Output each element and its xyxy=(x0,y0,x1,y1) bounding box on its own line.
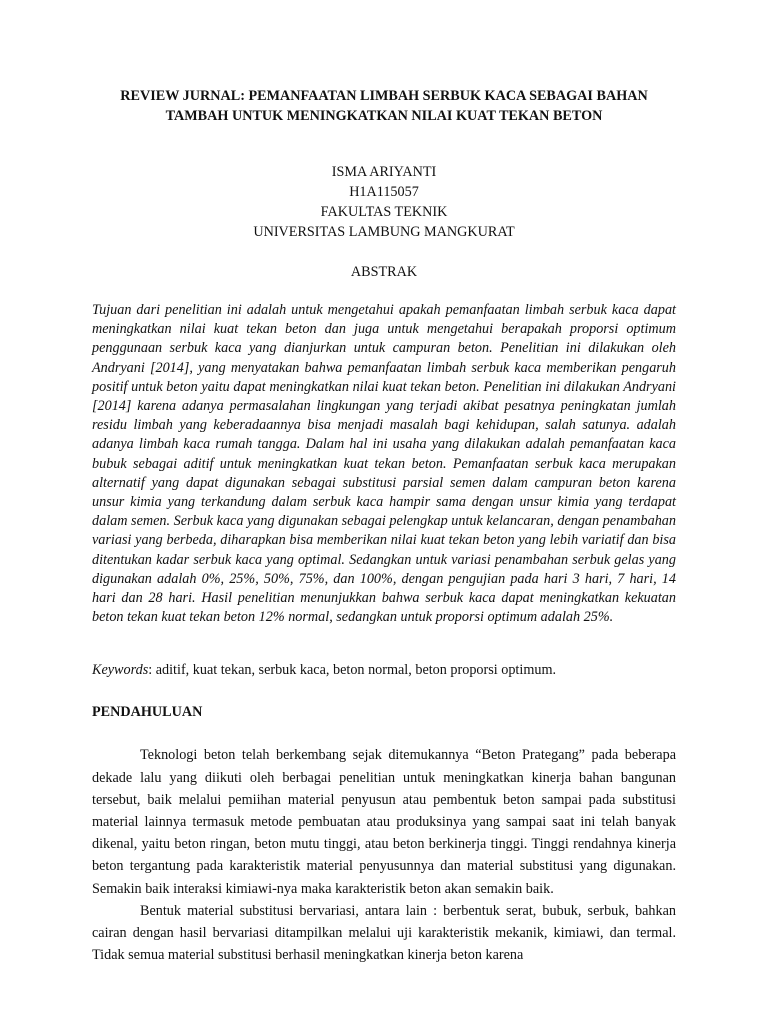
author-university: UNIVERSITAS LAMBUNG MANGKURAT xyxy=(253,224,515,240)
keywords-line xyxy=(92,660,676,680)
author-id: H1A115057 xyxy=(349,184,419,200)
abstract-heading: ABSTRAK xyxy=(350,264,418,280)
author-faculty: FAKULTAS TEKNIK xyxy=(320,204,448,220)
intro-paragraph-2: Bentuk material substitusi bervariasi, antara lain : berbentuk serat, bubuk, serbuk, bahkan cairan dengan hasil bervariasi ditampilkan melalui uji karakteristik mekanik, kimiawi, dan termal. Tidak semua material substitusi berhasil meningkatkan kinerja beton karena xyxy=(92,902,676,964)
intro-paragraph-1: Teknologi beton telah berkembang sejak ditemukannya “Beton Prategang” pada beberapa dekade lalu yang diikuti oleh berbagai penelitian untuk meningkatkan kinerja bahan bangunan tersebut, baik melalui pemiihan material penyusun atau pembentuk beton sampai pada substitusi material lainnya termasuk metode pembuatan atau produksinya yang sampai saat ini telah banyak dikenal, yaitu beton ringan, beton mutu tinggi, atau beton berkinerja tinggi. Tinggi rendahnya kinerja beton tergantung pada karakteristik material penyusunnya dan material substitusi yang digunakan. Semakin baik interaksi kimiawi-nya maka karakteristik beton akan semakin baik. xyxy=(92,747,676,897)
keywords-label: Keywords xyxy=(92,662,149,679)
document-title xyxy=(92,86,676,126)
author-block xyxy=(92,162,676,242)
title-line-1: REVIEW JURNAL: PEMANFAATAN LIMBAH SERBUK KACA SEBAGAI BAHAN xyxy=(120,88,648,104)
keywords-text: : aditif, kuat tekan, serbuk kaca, beton normal, beton proporsi optimum. xyxy=(148,662,557,679)
section-heading-pendahuluan: PENDAHULUAN xyxy=(92,704,203,721)
abstract-text: Tujuan dari penelitian ini adalah untuk mengetahui apakah pemanfaatan limbah serbuk kaca dapat meningkatkan nilai kuat tekan beton dan juga untuk mengetahui berapakah proporsi optimum penggunaan serbuk kaca yang dianjurkan untuk campuran beton. Penelitian ini dilakukan oleh Andryani [2014], yang menyatakan bahwa pemanfaatan limbah serbuk kaca memberikan pengaruh positif untuk beton yaitu dapat meningkatkan nilai kuat tekan beton. Penelitian ini dilakukan Andryani [2014] karena adanya permasalahan lingkungan yang terjadi akibat pesatnya peningkatan jumlah residu limbah yang keberadaannya bisa menjadi masalah bagi kehidupan, salah satunya. adalah adanya limbah kaca rumah tangga. Dalam hal ini usaha yang dilakukan adalah pemanfaatan kaca bubuk sebagai aditif untuk meningkatkan kuat tekan beton. Pemanfaatan serbuk kaca merupakan alternatif yang dapat digunakan sebagai substitusi parsial semen dalam campuran beton karena unsur kimia yang terkandung dalam serbuk kaca hampir sama dengan unsur kimia yang terdapat dalam semen. Serbuk kaca yang digunakan sebagai pelengkap untuk kelancaran, dengan penambahan variasi yang berbeda, diharapkan bisa memberikan nilai kuat tekan beton yang lebih variatif dan bisa ditentukan kadar serbuk kaca yang optimal. Sedangkan untuk variasi penambahan serbuk gelas yang digunakan adalah 0%, 25%, 50%, 75%, dan 100%, dengan pengujian pada hari 3 hari, 7 hari, 14 hari dan 28 hari. Hasil penelitian menunjukkan bahwa serbuk kaca dapat meningkatkan kekuatan beton tekan kuat tekan beton 12% normal, sedangkan untuk proporsi optimum adalah 25%. xyxy=(92,302,676,626)
author-name: ISMA ARIYANTI xyxy=(331,164,437,180)
title-line-2: TAMBAH UNTUK MENINGKATKAN NILAI KUAT TEKAN BETON xyxy=(165,108,603,124)
